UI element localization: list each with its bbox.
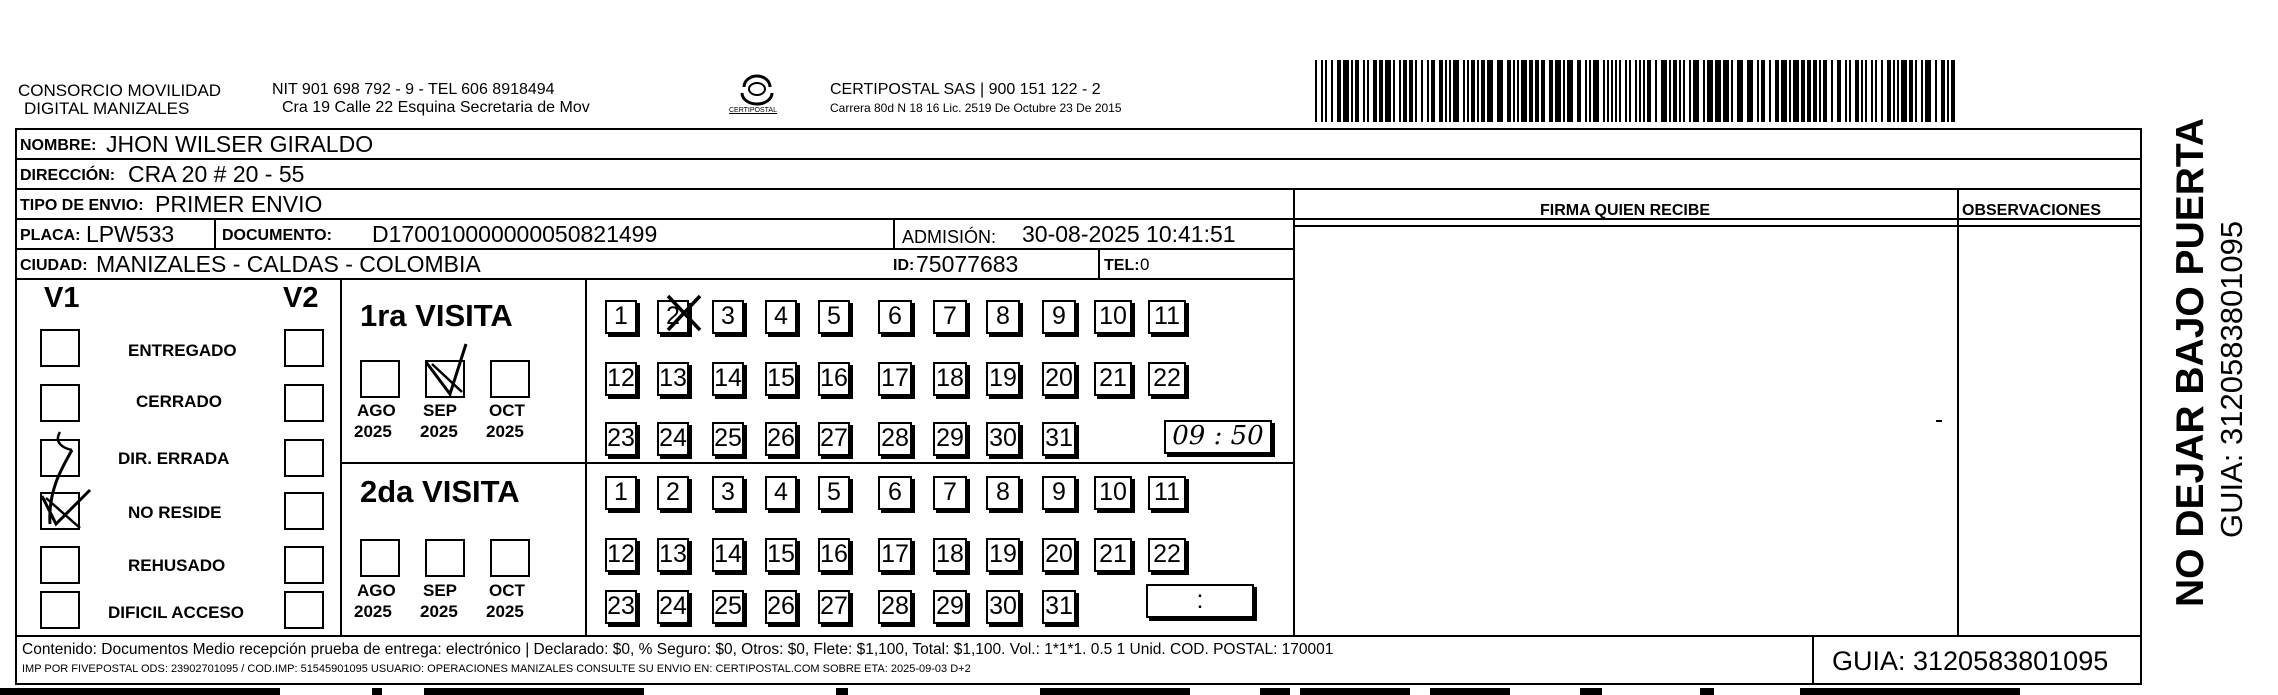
visit-1-day-label: 3 [721, 302, 735, 330]
visit-1-day-label: 18 [936, 364, 964, 392]
placa-label: PLACA: [20, 227, 81, 244]
visit-2-day-label: 12 [607, 540, 635, 568]
visit-2-day-13-box[interactable] [657, 538, 689, 572]
status-dificil-acceso-label: DIFICIL ACCESO [108, 603, 245, 622]
visit-1-day-5-box[interactable] [818, 300, 850, 334]
status-cerrado-label: CERRADO [136, 392, 222, 411]
visit-2-month-ago: AGO [357, 581, 396, 600]
visit-2-time-value: : [1196, 586, 1204, 614]
visit-1-day-4-box[interactable] [765, 300, 797, 334]
side-warning: NO DEJAR BAJO PUERTA [2169, 117, 2212, 607]
company-address: Cra 19 Calle 22 Esquina Secretaria de Mov [282, 99, 590, 116]
visit-1-day-label: 8 [996, 302, 1010, 330]
visit-1-year-oct: 2025 [486, 422, 524, 441]
visit-1-day-label: 22 [1153, 364, 1181, 392]
visit-1-day-10-box[interactable] [1094, 300, 1132, 334]
visit-2-year-sep: 2025 [420, 602, 458, 621]
visit-2-day-26-box[interactable] [765, 590, 797, 624]
visit-2-day-label: 2 [666, 478, 680, 506]
visit-1-day-6-box[interactable] [878, 300, 912, 334]
visit-2-day-30-box[interactable] [986, 590, 1020, 624]
visit-2-day-label: 17 [881, 540, 909, 568]
visit-1-day-13-box[interactable] [657, 362, 689, 396]
visit-2-day-29-box[interactable] [933, 590, 967, 624]
v1-entregado-checkbox[interactable] [40, 329, 80, 367]
visit-1-day-label: 17 [881, 364, 909, 392]
visit-2-day-16-box[interactable] [818, 538, 850, 572]
visit-2-day-label: 21 [1099, 540, 1127, 568]
status-entregado-label: ENTREGADO [128, 341, 237, 360]
visit-1-day-label: 24 [659, 424, 687, 452]
visit-1-day-19-box[interactable] [986, 362, 1020, 396]
visit-1-day-31-box[interactable] [1042, 422, 1076, 456]
visit-1-day-9-box[interactable] [1042, 300, 1076, 334]
visit-1-month-ago: AGO [357, 401, 396, 420]
visit-2-day-label: 11 [1154, 478, 1180, 506]
visit-2-day-label: 10 [1099, 478, 1127, 506]
visit-2-day-label: 26 [767, 592, 795, 620]
visit-1-day-label: 11 [1154, 302, 1180, 330]
visit-2-day-label: 14 [714, 540, 742, 568]
visit-2-day-label: 25 [714, 592, 742, 620]
visit-1-day-label: 26 [767, 424, 795, 452]
documento-label: DOCUMENTO: [222, 227, 332, 244]
status-dir-errada-label: DIR. ERRADA [118, 449, 230, 468]
v1-label: V1 [44, 282, 80, 314]
side-guia: GUIA: 3120583801095 [2214, 220, 2249, 538]
v1-cerrado-checkbox[interactable] [40, 384, 80, 422]
visit-1-day-label: 13 [659, 364, 687, 392]
visit-2-month-sep-checkbox[interactable] [425, 539, 465, 577]
v2-dificil-acceso-checkbox[interactable] [284, 591, 324, 629]
visit-1-day-label: 9 [1052, 302, 1066, 330]
visit-1-day-label: 19 [989, 364, 1017, 392]
visit-1-day-label: 16 [820, 364, 848, 392]
tel-label: TEL: [1104, 257, 1140, 274]
visit-2-day-label: 24 [659, 592, 687, 620]
visit-2-day-15-box[interactable] [765, 538, 797, 572]
placa-value: LPW533 [86, 221, 175, 247]
visit-1-day-30-box[interactable] [986, 422, 1020, 456]
visit-2-day-label: 15 [767, 540, 795, 568]
visit-2-day-25-box[interactable] [712, 590, 744, 624]
v1-rehusado-checkbox[interactable] [40, 546, 80, 584]
visit-1-day-label: 29 [936, 424, 964, 452]
ciudad-label: CIUDAD: [20, 257, 88, 274]
visit-1-day-label: 4 [774, 302, 788, 330]
bottom-edge-marks [0, 688, 2278, 695]
frame-right [2140, 128, 2142, 685]
visit-1-day-label: 27 [820, 424, 848, 452]
visit-2-day-label: 16 [820, 540, 848, 568]
visit-2-day-label: 3 [721, 478, 735, 506]
visit-2-day-label: 9 [1052, 478, 1066, 506]
carrier-name: CERTIPOSTAL SAS | 900 151 122 - 2 [830, 81, 1101, 98]
carrier-address: Carrera 80d N 18 16 Lic. 2519 De Octubre 23 De 2015 [830, 101, 1122, 115]
visit-2-day-3-box[interactable] [712, 476, 744, 510]
visit-1-day-label: 7 [943, 302, 957, 330]
visit-1-day-label: 15 [767, 364, 795, 392]
admision-value: 30-08-2025 10:41:51 [1022, 221, 1236, 247]
visit-1-day-17-box[interactable] [878, 362, 912, 396]
barcode [1315, 60, 1965, 122]
visit-1-day-26-box[interactable] [765, 422, 797, 456]
visit-2-day-label: 22 [1153, 540, 1181, 568]
visit-1-day-label: 28 [881, 424, 909, 452]
visit-1-day-24-box[interactable] [657, 422, 689, 456]
visit-2-year-oct: 2025 [486, 602, 524, 621]
visit-2-day-10-box[interactable] [1094, 476, 1132, 510]
visit-1-sep-check-mark [422, 342, 472, 402]
visit-2-day-22-box[interactable] [1148, 538, 1186, 572]
visit-2-day-7-box[interactable] [933, 476, 967, 510]
visit-2-day-21-box[interactable] [1094, 538, 1132, 572]
tel-value: 0 [1140, 255, 1150, 274]
footer-content-line: Contenido: Documentos Medio recepción prueba de entrega: electrónico | Declarado: $0, % Seguro: $0, Otros: $0, Flete: $1,100, Total: $1,100. Vol.: 1*1*1. 0.5 1 Unid. COD. POSTAL: 170001 [22, 641, 1334, 658]
visit-1-day-label: 25 [714, 424, 742, 452]
visit-1-month-sep: SEP [423, 401, 458, 420]
v2-dir-errada-checkbox[interactable] [284, 439, 324, 477]
visit-1-day-7-box[interactable] [933, 300, 967, 334]
visit-2-month-oct-checkbox[interactable] [490, 539, 530, 577]
visit-2-day-label: 29 [936, 592, 964, 620]
visit-1-day-28-box[interactable] [878, 422, 912, 456]
visit-2-day-17-box[interactable] [878, 538, 912, 572]
visit-2-day-label: 19 [989, 540, 1017, 568]
visit-1-day-label: 12 [607, 364, 635, 392]
visit-2-day-label: 28 [881, 592, 909, 620]
visit-1-day-label: 31 [1045, 424, 1073, 452]
visit-1-title: 1ra VISITA [360, 298, 513, 333]
visit-2-day-27-box[interactable] [818, 590, 850, 624]
company-nit: NIT 901 698 792 - 9 - TEL 606 8918494 [272, 81, 555, 98]
visit-1-day-22-box[interactable] [1148, 362, 1186, 396]
v2-no-reside-checkbox[interactable] [284, 492, 324, 530]
handwritten-check-mark [28, 420, 108, 535]
id-value: 75077683 [916, 251, 1019, 277]
visit-1-day-18-box[interactable] [933, 362, 967, 396]
visit-2-day-19-box[interactable] [986, 538, 1020, 572]
visit-1-time-box[interactable] [1164, 420, 1272, 454]
visit-1-day-20-box[interactable] [1042, 362, 1076, 396]
visit-1-year-sep: 2025 [420, 422, 458, 441]
visit-1-day-label: 10 [1099, 302, 1127, 330]
visit-1-day-label: 5 [827, 302, 841, 330]
visit-2-month-oct: OCT [489, 581, 525, 600]
visit-2-day-label: 4 [774, 478, 788, 506]
visit-2-day-31-box[interactable] [1042, 590, 1076, 624]
documento-value: D170010000000050821499 [372, 221, 658, 247]
carrier-logo [728, 73, 786, 118]
direccion-value: CRA 20 # 20 - 55 [128, 161, 305, 187]
visit-1-time-value: 09 : 50 [1172, 421, 1264, 451]
visit-2-day-label: 23 [607, 592, 635, 620]
visit-1-day-12-box[interactable] [605, 362, 637, 396]
visit-2-day-5-box[interactable] [818, 476, 850, 510]
visit-1-day-label: 30 [989, 424, 1017, 452]
visit-2-day-4-box[interactable] [765, 476, 797, 510]
visit-2-day-label: 6 [888, 478, 902, 506]
status-no-reside-label: NO RESIDE [128, 503, 222, 522]
visit-1-day-label: 2 [666, 302, 680, 330]
visit-1-day-label: 20 [1045, 364, 1073, 392]
visit-1-day-11-box[interactable] [1148, 300, 1186, 334]
visit-1-day-16-box[interactable] [818, 362, 850, 396]
status-rehusado-label: REHUSADO [128, 556, 226, 575]
visit-2-day-label: 13 [659, 540, 687, 568]
carrier-logo-text: CERTIPOSTAL [729, 107, 777, 114]
visit-1-day-label: 6 [888, 302, 902, 330]
visit-2-day-9-box[interactable] [1042, 476, 1076, 510]
visit-2-day-11-box[interactable] [1148, 476, 1186, 510]
visit-2-day-14-box[interactable] [712, 538, 744, 572]
nombre-label: NOMBRE: [20, 137, 97, 154]
v2-rehusado-checkbox[interactable] [284, 546, 324, 584]
visit-2-day-label: 7 [943, 478, 957, 506]
visit-1-day-15-box[interactable] [765, 362, 797, 396]
v1-dificil-acceso-checkbox[interactable] [40, 591, 80, 629]
visit-2-day-2-box[interactable] [657, 476, 689, 510]
v2-entregado-checkbox[interactable] [284, 329, 324, 367]
visit-2-day-24-box[interactable] [657, 590, 689, 624]
visit-2-day-28-box[interactable] [878, 590, 912, 624]
visit-1-month-oct: OCT [489, 401, 525, 420]
visit-2-day-12-box[interactable] [605, 538, 637, 572]
visit-2-time-box[interactable] [1146, 584, 1254, 618]
visit-1-day-27-box[interactable] [818, 422, 850, 456]
visit-1-month-oct-checkbox[interactable] [490, 360, 530, 398]
visit-2-day-1-box[interactable] [605, 476, 637, 510]
stray-mark [1936, 420, 1942, 422]
visit-2-day-label: 1 [614, 478, 628, 506]
visit-1-month-ago-checkbox[interactable] [360, 360, 400, 398]
visit-2-day-6-box[interactable] [878, 476, 912, 510]
v2-label: V2 [283, 282, 319, 314]
visit-1-day-1-box[interactable] [605, 300, 637, 334]
direccion-label: DIRECCIÓN: [20, 167, 116, 184]
admision-label: ADMISIÓN: [902, 227, 997, 247]
visit-2-day-label: 30 [989, 592, 1017, 620]
visit-1-day-25-box[interactable] [712, 422, 744, 456]
visit-1-day-29-box[interactable] [933, 422, 967, 456]
visit-2-day-label: 18 [936, 540, 964, 568]
visit-1-day-label: 23 [607, 424, 635, 452]
company-name-line1: CONSORCIO MOVILIDAD [18, 81, 222, 100]
visit-1-day-14-box[interactable] [712, 362, 744, 396]
frame-left [15, 128, 17, 685]
nombre-value: JHON WILSER GIRALDO [106, 131, 374, 157]
visit-2-title: 2da VISITA [360, 474, 520, 509]
ciudad-value: MANIZALES - CALDAS - COLOMBIA [96, 251, 481, 277]
visit-1-day-label: 1 [614, 302, 628, 330]
visit-2-month-ago-checkbox[interactable] [360, 539, 400, 577]
visit-2-day-label: 8 [996, 478, 1010, 506]
footer-guia: GUIA: 3120583801095 [1832, 646, 2109, 676]
visit-1-day-check-mark [664, 292, 706, 334]
frame-top [15, 128, 2142, 130]
footer-print-line: IMP POR FIVEPOSTAL ODS: 23902701095 / COD.IMP: 51545901095 USUARIO: OPERACIONES MANIZALES CONSULTE SU ENVIO EN: CERTIPOSTAL.COM SOBRE ETA: 2025-09-03 D+2 [22, 663, 971, 675]
observaciones-label: OBSERVACIONES [1962, 202, 2101, 219]
visit-1-day-23-box[interactable] [605, 422, 637, 456]
visit-1-day-21-box[interactable] [1094, 362, 1132, 396]
visit-2-day-label: 20 [1045, 540, 1073, 568]
tipo-envio-value: PRIMER ENVIO [155, 191, 323, 217]
firma-label: FIRMA QUIEN RECIBE [1540, 202, 1711, 219]
visit-2-year-ago: 2025 [354, 602, 392, 621]
visit-1-day-label: 14 [714, 364, 742, 392]
visit-1-day-3-box[interactable] [712, 300, 744, 334]
id-label: ID: [893, 257, 915, 274]
visit-2-month-sep: SEP [423, 581, 458, 600]
visit-1-day-8-box[interactable] [986, 300, 1020, 334]
visit-1-day-label: 21 [1099, 364, 1127, 392]
visit-2-day-18-box[interactable] [933, 538, 967, 572]
v2-cerrado-checkbox[interactable] [284, 384, 324, 422]
visit-2-day-label: 31 [1045, 592, 1073, 620]
company-name-line2: DIGITAL MANIZALES [24, 99, 190, 118]
visit-2-day-23-box[interactable] [605, 590, 637, 624]
visit-2-day-label: 27 [820, 592, 848, 620]
visit-2-day-label: 5 [827, 478, 841, 506]
visit-2-day-8-box[interactable] [986, 476, 1020, 510]
visit-2-day-20-box[interactable] [1042, 538, 1076, 572]
tipo-envio-label: TIPO DE ENVIO: [20, 197, 144, 214]
visit-1-year-ago: 2025 [354, 422, 392, 441]
